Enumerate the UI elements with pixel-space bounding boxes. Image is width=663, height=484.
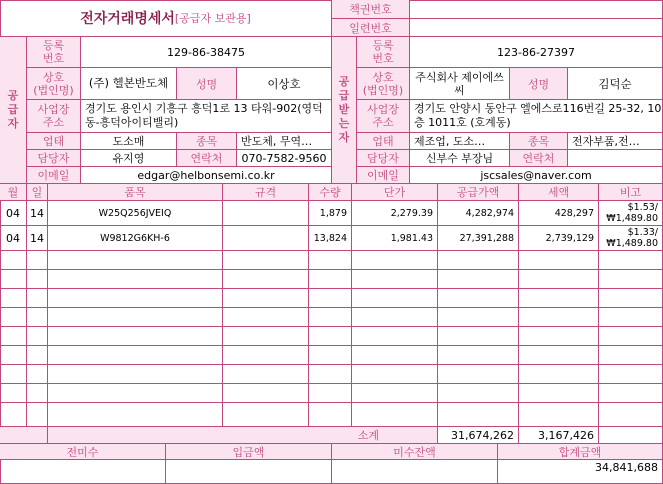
empty-cell xyxy=(352,308,438,327)
empty-cell xyxy=(48,346,223,365)
empty-cell xyxy=(223,403,309,427)
empty-cell xyxy=(27,403,48,427)
empty-cell xyxy=(48,384,223,403)
empty-cell xyxy=(27,270,48,289)
receiver-biz-type-label: 업태 xyxy=(357,133,410,150)
col-header-note: 비고 xyxy=(599,184,663,201)
col-header-item: 품목 xyxy=(48,184,223,201)
empty-cell xyxy=(599,327,663,346)
empty-cell xyxy=(0,403,27,427)
empty-cell xyxy=(309,251,352,270)
side-char: 자 xyxy=(338,131,350,144)
receiver-side-label xyxy=(332,37,357,184)
empty-cell xyxy=(223,346,309,365)
empty-cell xyxy=(352,384,438,403)
total-value: 34,841,688 xyxy=(498,460,663,484)
received-label: 입금액 xyxy=(166,444,332,460)
supplier-manager: 유지영 xyxy=(81,150,177,167)
supplier-ceo: 이상호 xyxy=(237,68,332,100)
subtotal-note xyxy=(599,427,663,444)
receiver-ceo-label: 성명 xyxy=(510,68,568,100)
empty-cell xyxy=(519,327,599,346)
empty-cell xyxy=(519,308,599,327)
empty-cell xyxy=(599,270,663,289)
supplier-company-label: 상호 (법인명) xyxy=(27,68,81,100)
cell-day: 14 xyxy=(27,201,48,226)
receiver-biz-item: 전자부품,전… xyxy=(568,133,663,150)
empty-cell xyxy=(48,365,223,384)
cell-price: 2,279.39 xyxy=(352,201,438,226)
receiver-email: jscsales@naver.com xyxy=(410,167,663,184)
empty-cell xyxy=(438,308,519,327)
prev-balance-label: 전미수 xyxy=(0,444,166,460)
cell-day: 14 xyxy=(27,226,48,251)
empty-cell xyxy=(223,365,309,384)
empty-cell xyxy=(309,289,352,308)
title-subtitle: [공급자 보관용] xyxy=(174,12,251,25)
empty-cell xyxy=(438,346,519,365)
receiver-company-label: 상호 (법인명) xyxy=(357,68,410,100)
empty-cell xyxy=(0,308,27,327)
supplier-contact: 070-7582-9560 xyxy=(237,150,332,167)
empty-cell xyxy=(599,365,663,384)
empty-cell xyxy=(352,403,438,427)
supplier-contact-label: 연락처 xyxy=(177,150,237,167)
empty-cell xyxy=(27,384,48,403)
cell-item: W25Q256JVEIQ xyxy=(48,201,223,226)
serial-no-value[interactable] xyxy=(410,19,663,37)
empty-cell xyxy=(519,346,599,365)
empty-cell xyxy=(599,346,663,365)
received-value xyxy=(166,460,332,484)
empty-cell xyxy=(599,251,663,270)
book-no-label: 책권번호 xyxy=(332,0,410,19)
empty-cell xyxy=(0,327,27,346)
empty-cell xyxy=(48,327,223,346)
empty-cell xyxy=(48,270,223,289)
empty-cell xyxy=(352,251,438,270)
col-header-qty: 수량 xyxy=(309,184,352,201)
prev-balance-value xyxy=(0,460,166,484)
subtotal-tax: 3,167,426 xyxy=(519,427,599,444)
empty-cell xyxy=(438,289,519,308)
supplier-biz-type-label: 업태 xyxy=(27,133,81,150)
empty-cell xyxy=(0,346,27,365)
cell-supply: 4,282,974 xyxy=(438,201,519,226)
empty-cell xyxy=(519,251,599,270)
receiver-reg-no-label: 등록 번호 xyxy=(357,37,410,68)
empty-cell xyxy=(309,365,352,384)
receiver-address-label: 사업장 주소 xyxy=(357,100,410,133)
supplier-ceo-label: 성명 xyxy=(177,68,237,100)
supplier-address: 경기도 용인시 기흥구 흥덕1로 13 타워-902(영덕동-흥덕아이티밸리) xyxy=(81,100,332,133)
empty-cell xyxy=(438,270,519,289)
supplier-company: (주) 헬본반도체 xyxy=(81,68,177,100)
cell-item: W9812G6KH-6 xyxy=(48,226,223,251)
empty-cell xyxy=(599,308,663,327)
empty-cell xyxy=(0,251,27,270)
receiver-contact-label: 연락처 xyxy=(510,150,568,167)
supplier-email-label: 이메일 xyxy=(27,167,81,184)
empty-cell xyxy=(352,289,438,308)
empty-cell xyxy=(223,384,309,403)
empty-cell xyxy=(48,251,223,270)
empty-cell xyxy=(0,289,27,308)
empty-cell xyxy=(0,270,27,289)
side-char: 공 xyxy=(338,75,350,88)
empty-cell xyxy=(599,384,663,403)
side-char: 급 xyxy=(7,103,19,116)
cell-tax: 428,297 xyxy=(519,201,599,226)
col-header-spec: 규격 xyxy=(223,184,309,201)
empty-cell xyxy=(599,289,663,308)
empty-cell xyxy=(352,346,438,365)
cell-price: 1,981.43 xyxy=(352,226,438,251)
empty-cell xyxy=(519,365,599,384)
cell-supply: 27,391,288 xyxy=(438,226,519,251)
supplier-side-label xyxy=(0,37,27,184)
title-text: 전자거래명세서 xyxy=(80,11,175,27)
receiver-biz-type: 제조업, 도소… xyxy=(410,133,510,150)
cell-spec xyxy=(223,201,309,226)
supplier-biz-item: 반도체, 무역… xyxy=(237,133,332,150)
empty-cell xyxy=(48,308,223,327)
supplier-reg-no: 129-86-38475 xyxy=(81,37,332,68)
empty-cell xyxy=(438,251,519,270)
receiver-manager-label: 담당자 xyxy=(357,150,410,167)
col-header-month: 월 xyxy=(0,184,27,201)
empty-cell xyxy=(438,403,519,427)
receiver-biz-item-label: 종목 xyxy=(510,133,568,150)
cell-note: $1.53/ ₩1,489.80 xyxy=(599,201,663,226)
empty-cell xyxy=(27,289,48,308)
empty-cell xyxy=(352,270,438,289)
empty-cell xyxy=(223,270,309,289)
supplier-biz-type: 도소매 xyxy=(81,133,177,150)
empty-cell xyxy=(309,384,352,403)
supplier-email: edgar@helbonsemi.co.kr xyxy=(81,167,332,184)
side-char: 받 xyxy=(338,103,350,116)
empty-cell xyxy=(27,308,48,327)
serial-no-label: 일련번호 xyxy=(332,19,410,37)
cell-tax: 2,739,129 xyxy=(519,226,599,251)
empty-cell xyxy=(309,308,352,327)
supplier-reg-no-label: 등록 번호 xyxy=(27,37,81,68)
col-header-supply: 공급가액 xyxy=(438,184,519,201)
unpaid-value xyxy=(332,460,498,484)
document-title xyxy=(0,0,332,37)
empty-cell xyxy=(27,365,48,384)
empty-cell xyxy=(352,327,438,346)
empty-cell xyxy=(223,308,309,327)
empty-cell xyxy=(519,270,599,289)
empty-cell xyxy=(519,403,599,427)
empty-cell xyxy=(309,403,352,427)
empty-cell xyxy=(27,251,48,270)
receiver-reg-no: 123-86-27397 xyxy=(410,37,663,68)
empty-cell xyxy=(27,327,48,346)
side-char: 자 xyxy=(7,117,19,130)
empty-cell xyxy=(519,289,599,308)
total-label: 합계금액 xyxy=(498,444,663,460)
receiver-company: 주식회사 제이에쓰씨 xyxy=(410,68,510,100)
cell-spec xyxy=(223,226,309,251)
empty-cell xyxy=(48,289,223,308)
empty-cell xyxy=(309,270,352,289)
receiver-email-label: 이메일 xyxy=(357,167,410,184)
empty-cell xyxy=(223,251,309,270)
unpaid-label: 미수잔액 xyxy=(332,444,498,460)
empty-cell xyxy=(27,346,48,365)
empty-cell xyxy=(223,327,309,346)
col-header-tax: 세액 xyxy=(519,184,599,201)
side-char: 공 xyxy=(7,89,19,102)
col-header-price: 단가 xyxy=(352,184,438,201)
empty-cell xyxy=(352,365,438,384)
subtotal-supply: 31,674,262 xyxy=(438,427,519,444)
empty-cell xyxy=(48,403,223,427)
subtotal-label: 소계 xyxy=(48,427,438,444)
empty-cell xyxy=(438,365,519,384)
empty-cell xyxy=(438,384,519,403)
cell-qty: 1,879 xyxy=(309,201,352,226)
empty-cell xyxy=(309,327,352,346)
receiver-address: 경기도 안양시 동안구 엘에스로116번길 25-32, 10층 1011호 (호계동) xyxy=(410,100,663,133)
empty-cell xyxy=(438,327,519,346)
side-char: 는 xyxy=(338,117,350,130)
col-header-day: 일 xyxy=(27,184,48,201)
cell-month: 04 xyxy=(0,226,27,251)
empty-cell xyxy=(0,384,27,403)
supplier-manager-label: 담당자 xyxy=(27,150,81,167)
cell-note: $1.33/ ₩1,489.80 xyxy=(599,226,663,251)
empty-cell xyxy=(0,365,27,384)
receiver-ceo: 김덕순 xyxy=(568,68,663,100)
receiver-contact xyxy=(568,150,663,167)
cell-month: 04 xyxy=(0,201,27,226)
supplier-biz-item-label: 종목 xyxy=(177,133,237,150)
receiver-manager: 신부수 부장님 xyxy=(410,150,510,167)
empty-cell xyxy=(309,346,352,365)
empty-cell xyxy=(223,289,309,308)
side-char: 급 xyxy=(338,89,350,102)
empty-cell xyxy=(599,403,663,427)
supplier-address-label: 사업장 주소 xyxy=(27,100,81,133)
empty-cell xyxy=(519,384,599,403)
book-no-value[interactable] xyxy=(410,0,663,19)
subtotal-blank xyxy=(0,427,48,444)
cell-qty: 13,824 xyxy=(309,226,352,251)
